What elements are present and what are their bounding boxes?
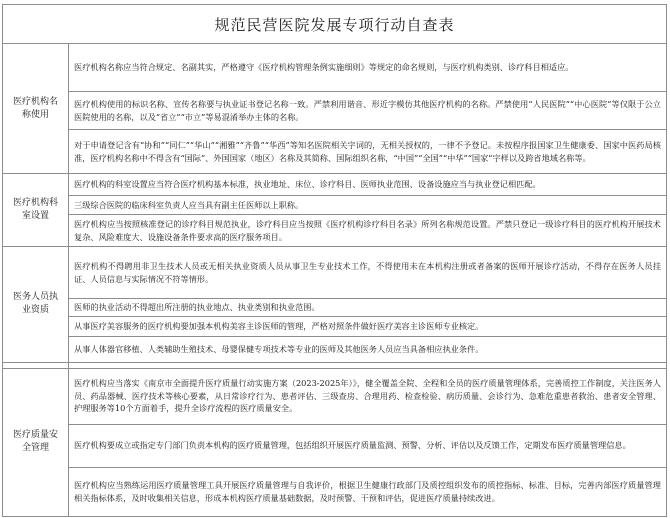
check-item: 医疗机构要成立或指定专门部门负责本机构的医疗质量管理，包括组织开展医疗质量监测、预警、分析、评估以及反馈工作，定期发布医疗质量管理信息。 xyxy=(69,424,667,467)
check-item: 医疗机构的科室设置应当符合医疗机构基本标准，执业地址、床位、诊疗科目、医师执业范围、设备设施应当与执业登记相匹配。 xyxy=(69,174,667,196)
check-item: 医疗机构名称应当符合规定、名副其实，严格遵守《医疗机构管理条例实施细则》等规定的命名规则，与医疗机构类别、诊疗科目相适应。 xyxy=(69,44,667,92)
check-item: 医疗机构应当落实《南京市全面提升医疗质量行动实施方案（2023-2025年）》，健全覆盖全院、全程和全员的医疗质量管理体系，完善质控工作制度，关注医务人员、药品器械、医疗技术等核心要素，从日常诊疗行为、患者评估、三级查房、合理用药、检查检验、病历质量、会诊行为、急难危重患者救治、患者安全管理、护理服务等10个方面着手，提升全诊疗流程的医疗质量安全。 xyxy=(69,368,667,424)
check-item: 医疗机构应当熟练运用医疗质量管理工具开展医疗质量管理与自我评价，根据卫生健康行政部门及质控组织发布的质控指标、标准、目标，完善内部医疗质量管理相关指标体系，及时收集相关信息，形成本机构医疗质量基础数据，及时预警、干预和评估，促进医疗质量持续改进。 xyxy=(69,467,667,516)
check-item: 从事医疗美容服务的医疗机构要加强本机构美容主诊医师的管理，严格对照条件做好医疗美容主诊医师专业核定。 xyxy=(69,316,667,336)
category-department-setting: 医疗机构科室设置 xyxy=(3,174,69,247)
check-item: 医师的执业活动不得超出所注册的执业地点、执业类别和执业范围。 xyxy=(69,299,667,317)
check-item: 三级综合医院的临床科室负责人应当具有副主任医师以上职称。 xyxy=(69,196,667,215)
category-name-usage: 医疗机构名称使用 xyxy=(3,44,69,174)
check-item: 从事人体器官移植、人类辅助生殖技术、母婴保健专项技术等专业的医师及其他医务人员应当具备相应执业条件。 xyxy=(69,336,667,362)
check-item: 医疗机构应当按照核准登记的诊疗科目规范执业，诊疗科目应当按照《医疗机构诊疗科目名录》所列名称规范设置。严禁只登记一级诊疗科目的医疗机构开展技术复杂、风险难度大、设施设备条件要求高的医疗服务项目。 xyxy=(69,215,667,247)
check-item: 医疗机构使用的标识名称、宣传名称要与执业证书登记名称一致。严禁利用谐音、形近字模仿其他医疗机构的名称。严禁使用“人民医院”“中心医院”等仅限于公立医院使用的名称，以及“省立”“市立”等易混淆举办主体的名称。 xyxy=(69,92,667,130)
document-title: 规范民营医院发展专项行动自查表 xyxy=(3,5,667,44)
category-staff-qualification: 医务人员执业资质 xyxy=(3,247,69,363)
check-item: 医疗机构不得聘用非卫生技术人员或无相关执业资质人员从事卫生专业技术工作，不得使用未在本机构注册或者备案的医师开展诊疗活动，不得存在医务人员挂证、人员信息与实际情况不符等情形。 xyxy=(69,247,667,299)
self-check-table xyxy=(2,4,667,517)
category-quality-safety: 医疗质量安全管理 xyxy=(3,368,69,516)
check-item: 对于申请登记含有“协和”“同仁”“华山”“湘雅”“齐鲁”“华西”等知名医院相关字词的，无相关授权的，一律不予登记。未按程序报国家卫生健康委、国家中医药局核准，医疗机构名称中不得含有“国际”、外国国家（地区）名称及其简称、国际组织名称，“中国”“全国”“中华”“国家”字样以及跨省地域名称等。 xyxy=(69,130,667,174)
